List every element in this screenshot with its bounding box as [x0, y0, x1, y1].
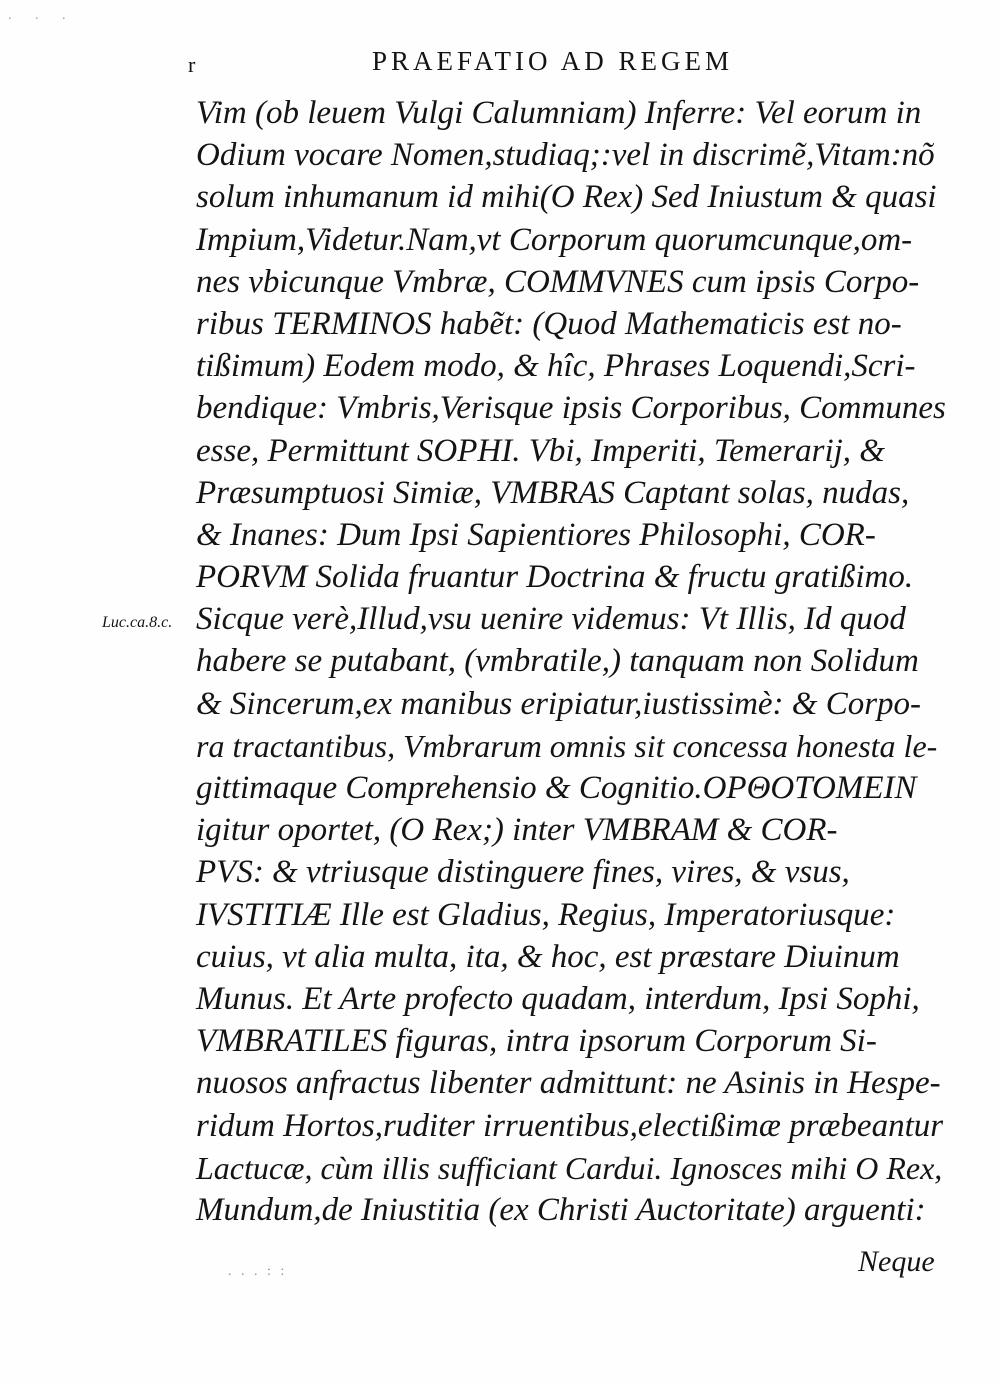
- text-line: habere se putabant, (vmbratile,) tanquam non Solidum: [196, 643, 919, 680]
- text-line: gittimaque Comprehensio & Cognitio.ΟΡΘΟΤΟΜΕΙΝ: [196, 770, 917, 806]
- text-line: ra tractantibus, Vmbrarum omnis sit concessa honesta le-: [196, 727, 938, 764]
- body-text: [196, 92, 946, 1231]
- folio-mark: r: [188, 52, 196, 77]
- text-line: solum inhumanum id mihi(O Rex) Sed Iniustum & quasi: [196, 179, 937, 216]
- text-line: cuius, vt alia multa, ita, & hoc, est præstare Diuinum: [196, 938, 900, 975]
- signature-mark: . . . : :: [228, 1264, 288, 1279]
- text-line: Impium,Videtur.Nam,vt Corporum quorumcunque,om-: [196, 221, 913, 258]
- text-line: Odium vocare Nomen,studiaq;:vel in discrimẽ,Vitam:nõ: [196, 137, 935, 174]
- text-line: Mundum,de Iniustitia (ex Christi Auctoritate) arguenti:: [196, 1191, 926, 1228]
- text-line: ribus TERMINOS habẽt: (Quod Mathematicis est no-: [196, 305, 902, 342]
- text-line: Præsumptuosi Simiæ, VMBRAS Captant solas, nudas,: [196, 474, 910, 511]
- text-line: VMBRATILES figuras, intra ipsorum Corporum Si-: [196, 1023, 877, 1060]
- text-line: Lactucæ, cùm illis sufficiant Cardui. Ignosces mihi O Rex,: [196, 1149, 943, 1186]
- running-head: PRAEFATIO AD REGEM: [372, 46, 734, 76]
- text-line: ridum Hortos,ruditer irruentibus,electißimæ præbeantur: [196, 1107, 944, 1144]
- text-line: & Inanes: Dum Ipsi Sapientiores Philosophi, COR-: [196, 516, 876, 553]
- catchword: Neque: [858, 1245, 935, 1278]
- text-line: igitur oportet, (O Rex;) inter VMBRAM & COR-: [196, 812, 838, 849]
- text-line: bendique: Vmbris,Verisque ipsis Corporibus, Communes: [196, 390, 946, 427]
- text-line: PVS: & vtriusque distinguere fines, vires, & vsus,: [196, 854, 850, 891]
- text-line: nuosos anfractus libenter admittunt: ne Asinis in Hespe-: [196, 1065, 941, 1102]
- text-line: Vim (ob leuem Vulgi Calumniam) Inferre: Vel eorum in: [196, 95, 922, 131]
- text-line: Munus. Et Arte profecto quadam, interdum, Ipsi Sophi,: [196, 980, 920, 1017]
- text-line: tißimum) Eodem modo, & hîc, Phrases Loquendi,Scri-: [196, 348, 916, 385]
- text-line: & Sincerum,ex manibus eripiatur,iustissimè: & Corpo-: [196, 685, 922, 722]
- text-line: esse, Permittunt SOPHI. Vbi, Imperiti, Temerarij, &: [196, 432, 885, 469]
- text-line: IVSTITIÆ Ille est Gladius, Regius, Imperatoriusque:: [196, 896, 896, 933]
- marginal-note: Luc.ca.8.c.: [102, 614, 173, 631]
- text-line: PORVM Solida fruantur Doctrina & fructu gratißimo.: [196, 559, 914, 596]
- text-line: Sicque verè,Illud,vsu uenire videmus: Vt Illis, Id quod: [196, 601, 906, 638]
- corner-marks: . . .: [8, 8, 76, 23]
- text-line: nes vbicunque Vmbræ, COMMVNES cum ipsis Corpo-: [196, 263, 920, 300]
